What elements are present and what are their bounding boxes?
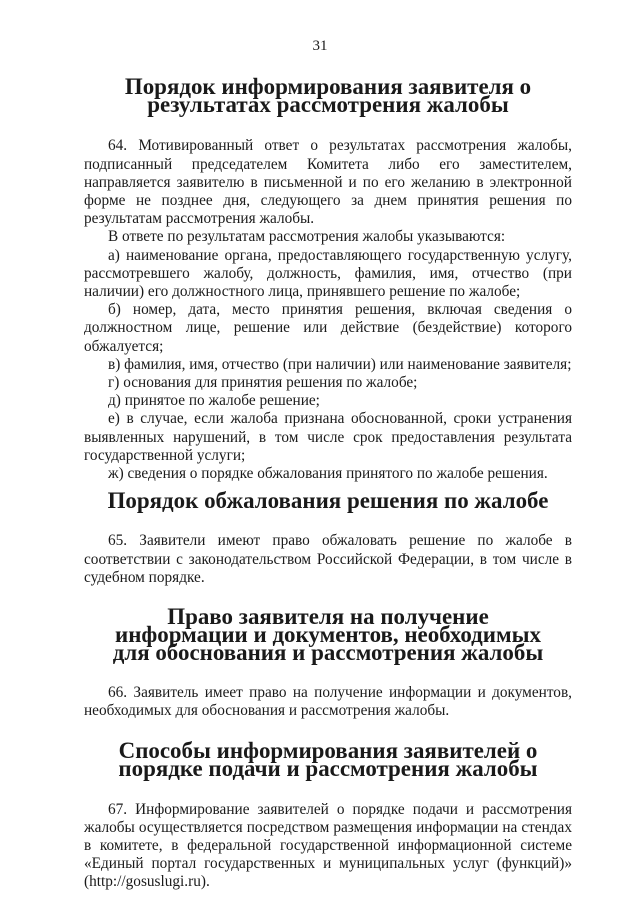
paragraph-67: 67. Информирование заявителей о порядке подачи и рассмотрения жалобы осуществляется посредством размещения информации на стендах в комитете, в федеральной государственной информационной системе «Единый портал государственных и муниципальных услуг (функций)» (http://gosuslugi.ru).	[84, 800, 572, 891]
section-heading-complaint-result-info: Порядок информирования заявителя о результатах рассмотрения жалобы	[124, 74, 532, 118]
list-item-d: д) принятое по жалобе решение;	[108, 392, 320, 410]
paragraph-64-intro: В ответе по результатам рассмотрения жалобы указываются:	[108, 228, 506, 246]
list-item-v: в) фамилия, имя, отчество (при наличии) или наименование заявителя;	[108, 355, 572, 373]
paragraph-64: 64. Мотивированный ответ о результатах рассмотрения жалобы, подписанный председателем Комитета либо его заместителем, направляется заявителю в письменной и по его желанию в электронной форме не позднее дня, следующего за днем принятия решения по результатам рассмотрения жалобы.	[84, 137, 572, 228]
paragraph-65: 65. Заявители имеют право обжаловать решение по жалобе в соответствии с законодательством Российской Федерации, в том числе в судебном порядке.	[84, 532, 572, 586]
list-item-e: е) в случае, если жалоба признана обоснованной, сроки устранения выявленных нарушений, в том числе срок предоставления результата государственной услуги;	[84, 410, 572, 464]
list-item-zh: ж) сведения о порядке обжалования принятого по жалобе решения.	[108, 465, 548, 483]
paragraph-66: 66. Заявитель имеет право на получение информации и документов, необходимых для обоснования и рассмотрения жалобы.	[84, 683, 572, 719]
page-number: 31	[312, 38, 328, 54]
section-heading-appeal-procedure: Порядок обжалования решения по жалобе	[107, 488, 549, 514]
list-item-g: г) основания для принятия решения по жалобе;	[108, 374, 418, 392]
list-item-b: б) номер, дата, место принятия решения, включая сведения о должностном лице, решение или действие (бездействие) которого обжалуется;	[84, 301, 572, 355]
section-heading-informing-methods: Способы информирования заявителей о порядке подачи и рассмотрения жалобы	[118, 738, 538, 782]
list-item-a: а) наименование органа, предоставляющего государственную услугу, рассмотревшего жалобу, должность, фамилия, имя, отчество (при наличии) его должностного лица, принявшего решение по жалобе;	[84, 246, 572, 301]
section-heading-right-to-information: Право заявителя на получение информации и документов, необходимых для обоснования и рассмотрения жалобы	[112, 604, 544, 666]
document-body	[84, 74, 572, 892]
